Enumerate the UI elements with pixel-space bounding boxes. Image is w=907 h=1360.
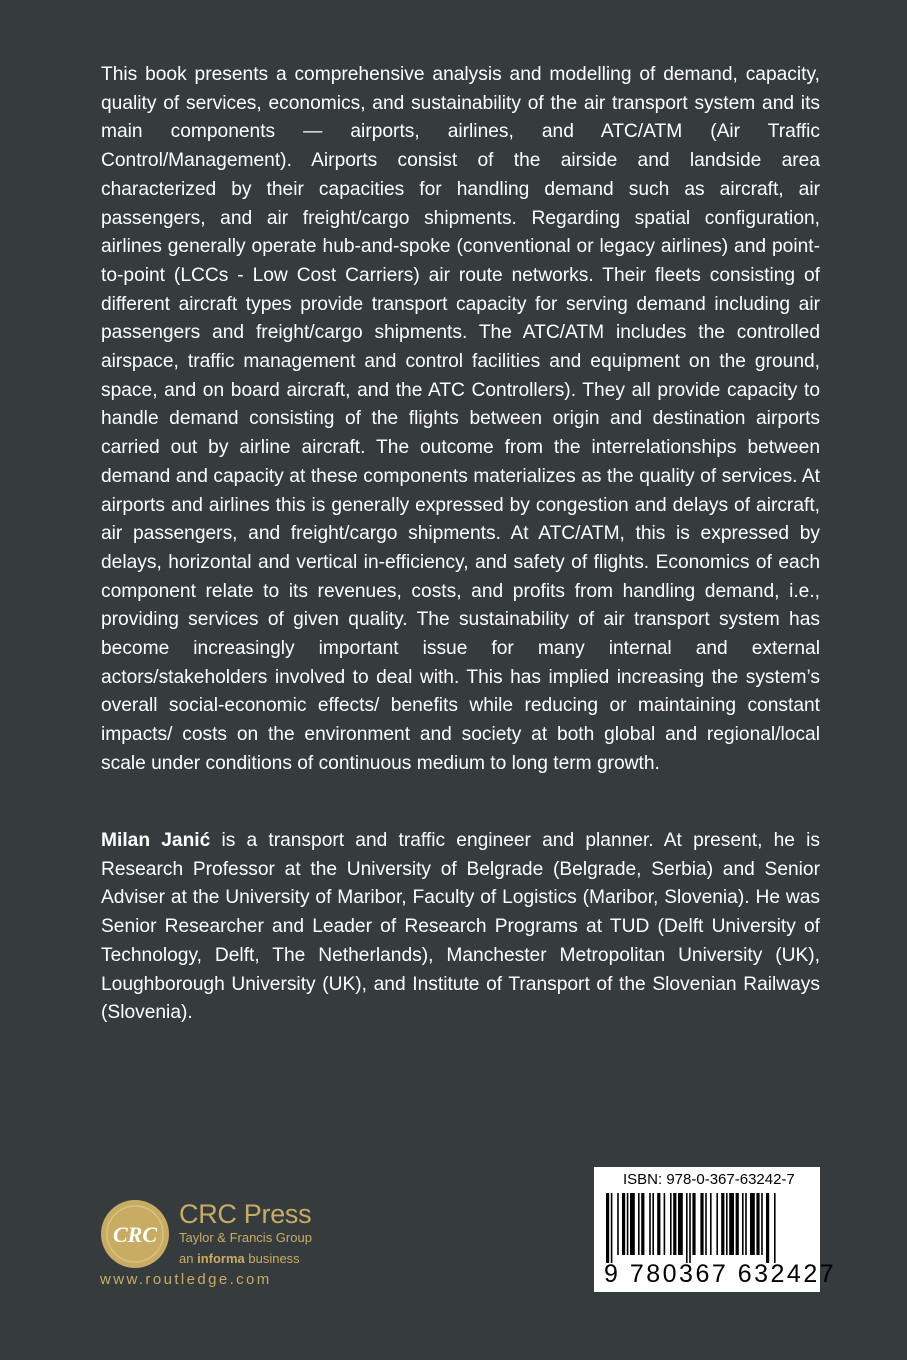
barcode-bar: [742, 1193, 744, 1255]
publisher-group: Taylor & Francis Group: [179, 1230, 312, 1245]
barcode-bar: [692, 1193, 695, 1255]
barcode-bar: [670, 1193, 672, 1255]
barcode-bar: [689, 1193, 691, 1263]
barcode-bars: [594, 1193, 820, 1265]
barcode-bar: [686, 1193, 688, 1263]
barcode-bar: [630, 1193, 635, 1255]
barcode-bar: [750, 1193, 755, 1255]
barcode-bar: [745, 1193, 747, 1255]
barcode-bar: [617, 1193, 619, 1255]
crc-logo-icon: [100, 1199, 170, 1269]
barcode-bar: [736, 1193, 739, 1255]
barcode-bar: [664, 1193, 666, 1255]
barcode-bar: [705, 1193, 707, 1255]
barcode-bar: [622, 1193, 625, 1255]
barcode-bar: [652, 1193, 654, 1255]
barcode-bar: [710, 1193, 712, 1255]
barcode-bar: [657, 1193, 660, 1255]
barcode-bar: [729, 1193, 734, 1255]
barcode-digits: 9 780367 632427: [604, 1260, 837, 1288]
crc-logo-text: CRC: [112, 1222, 158, 1247]
author-name: Milan Janić: [101, 830, 211, 851]
barcode-bar: [700, 1193, 703, 1255]
barcode-bar: [726, 1193, 728, 1255]
barcode-bar: [611, 1193, 613, 1263]
barcode-bar: [638, 1193, 640, 1255]
barcode-bar: [673, 1193, 676, 1255]
barcode-bar: [761, 1193, 763, 1255]
barcode-bar: [766, 1193, 769, 1263]
author-bio-text: is a transport and traffic engineer and planner. At present, he is Research Professor at the University of Belgrade (Belgrade, Serbia) and Senior Adviser at the University of Maribor, Faculty of Logistics (Maribor, Slovenia). He was Senior Researcher and Leader of Research Programs at TUD (Delft University of Technology, Delft, The Netherlands), Manchester Metropolitan University (UK), Loughborough University (UK), and Institute of Transport of the Slovenian Railways (Slovenia).: [101, 830, 820, 1024]
author-bio: [101, 827, 820, 1028]
barcode-bar: [716, 1193, 718, 1255]
isbn-label: ISBN: 978-0-367-63242-7: [623, 1171, 795, 1188]
barcode-bar: [606, 1193, 609, 1263]
book-description: This book presents a comprehensive analysis and modelling of demand, capacity, quality of services, economics, and sustainability of the air transport system and its main components — airports, airlines, and ATC/ATM (Air Traffic Control/Management). Airports consist of the airside and landside area characterized by their capacities for handling demand such as aircraft, air passengers, and air freight/cargo shipments. Regarding spatial configuration, airlines generally operate hub-and-spoke (conventional or legacy airlines) and point-to-point (LCCs - Low Cost Carriers) air route networks. Their fleets consisting of different aircraft types provide transport capacity for serving demand including air passengers and freight/cargo shipments. The ATC/ATM includes the controlled airspace, traffic management and control facilities and equipment on the ground, space, and on board aircraft, and the ATC Controllers). They all provide capacity to handle demand consisting of the flights between origin and destination airports carried out by airline aircraft. The outcome from the interrelationships between demand and capacity at these components materializes as the quality of services. At airports and airlines this is generally expressed by congestion and delays of aircraft, air passengers, and freight/cargo shipments. At ATC/ATM, this is expressed by delays, horizontal and vertical in-efficiency, and safety of flights. Economics of each component relate to its revenues, costs, and profits from handling demand, i.e., providing services of given quality. The sustainability of air transport system has become increasingly important issue for many internal and external actors/stakeholders involved to deal with. This has implied increasing the system’s overall social-economic effects/ benefits while reducing or maintaining constant impacts/ costs on the environment and society at both global and regional/local scale under conditions of continuous medium to long term growth.: [101, 64, 820, 774]
barcode-bar: [678, 1193, 683, 1255]
barcode-bar: [774, 1193, 776, 1263]
barcode-bar: [641, 1193, 644, 1255]
barcode-bar: [649, 1193, 651, 1255]
barcode-bar: [721, 1193, 724, 1255]
publisher-block: [100, 1199, 340, 1299]
isbn-barcode: [594, 1167, 837, 1292]
publisher-name: CRC Press: [179, 1199, 312, 1229]
barcode-bar: [627, 1193, 629, 1255]
barcode-bar: [756, 1193, 759, 1255]
publisher-informa: an informa business: [179, 1251, 300, 1266]
publisher-url: www.routledge.com: [100, 1271, 272, 1288]
